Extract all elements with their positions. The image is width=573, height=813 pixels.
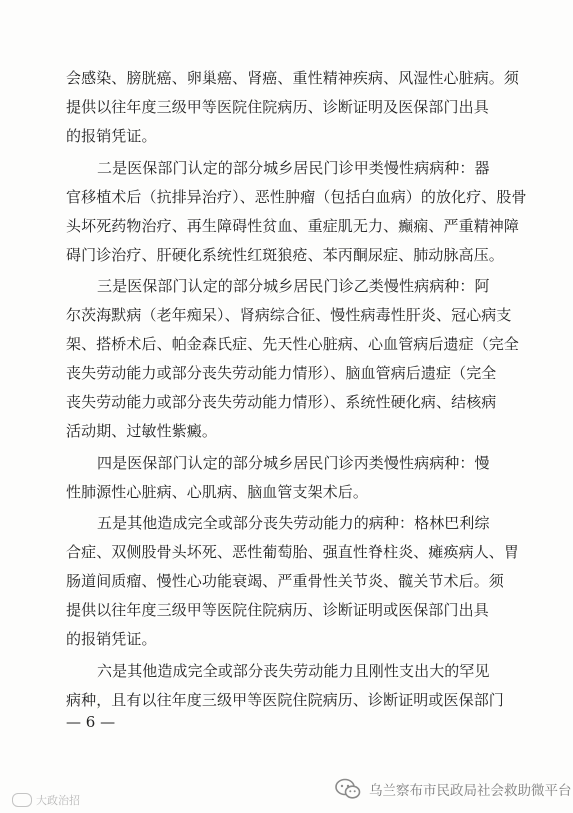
text-line: 尔茨海默病（老年痴呆）、肾病综合征、慢性病毒性肝炎、冠心病支 <box>66 306 512 325</box>
paragraph-first-line: 三是医保部门认定的部分城乡居民门诊乙类慢性病病种：阿 <box>97 277 490 296</box>
text-line: 丧失劳动能力或部分丧失劳动能力情形）、脑血管病后遗症（完全 <box>66 364 497 383</box>
text-line: 合症、双侧股骨头坏死、恶性葡萄胎、强直性脊柱炎、瘫痪病人、胃 <box>66 543 520 562</box>
text-line: 丧失劳动能力或部分丧失劳动能力情形）、系统性硬化病、结核病 <box>66 393 497 412</box>
paragraph-first-line: 六是其他造成完全或部分丧失劳动能力且刚性支出大的罕见 <box>97 661 490 680</box>
text-line: 碍门诊治疗、肝硬化系统性红斑狼疮、苯丙酮尿症、肺动脉高压。 <box>66 245 504 264</box>
text-line: 肠道间质瘤、慢性心功能衰竭、严重骨性关节炎、髋关节术后。须 <box>66 572 504 591</box>
paragraph-first-line: 二是医保部门认定的部分城乡居民门诊甲类慢性病病种：器 <box>97 158 490 177</box>
cloud-logo-icon <box>12 793 32 807</box>
text-line: 病种，且有以往年度三级甲等医院住院病历、诊断证明或医保部门 <box>66 691 504 709</box>
page-number: — 6 — <box>66 713 116 731</box>
paragraph-first-line: 五是其他造成完全或部分丧失劳动能力的病种：格林巴利综 <box>97 514 490 533</box>
text-line: 架、搭桥术后、帕金森氏症、先天性心脏病、心血管病后遗症（完全 <box>66 335 520 354</box>
text-line: 活动期、过敏性紫癜。 <box>66 422 218 441</box>
source-watermark-text: 大政治招 <box>36 794 80 807</box>
paragraph-first-line: 四是医保部门认定的部分城乡居民门诊丙类慢性病病种：慢 <box>97 453 490 472</box>
text-line: 提供以往年度三级甲等医院住院病历、诊断证明及医保部门出具 <box>66 98 489 117</box>
text-line: 会感染、膀胱癌、卵巢癌、肾癌、重性精神疾病、风湿性心脏病。须 <box>66 69 520 87</box>
text-line: 的报销凭证。 <box>66 630 157 649</box>
text-line: 提供以往年度三级甲等医院住院病历、诊断证明或医保部门出具 <box>66 601 489 620</box>
text-line: 性肺源性心脏病、心肌病、脑血管支架术后。 <box>66 482 369 501</box>
source-watermark <box>12 792 80 808</box>
account-watermark-text: 乌兰察布市民政局社会救助微平台 <box>369 783 572 799</box>
account-watermark <box>335 778 572 800</box>
text-line: 的报销凭证。 <box>66 127 157 146</box>
wechat-icon <box>335 778 361 800</box>
text-line: 官移植术后（抗排异治疗）、恶性肿瘤（包括白血病）的放化疗、股骨 <box>66 187 527 206</box>
text-line: 头坏死药物治疗、再生障碍性贫血、重症肌无力、癫痫、严重精神障 <box>66 216 520 235</box>
